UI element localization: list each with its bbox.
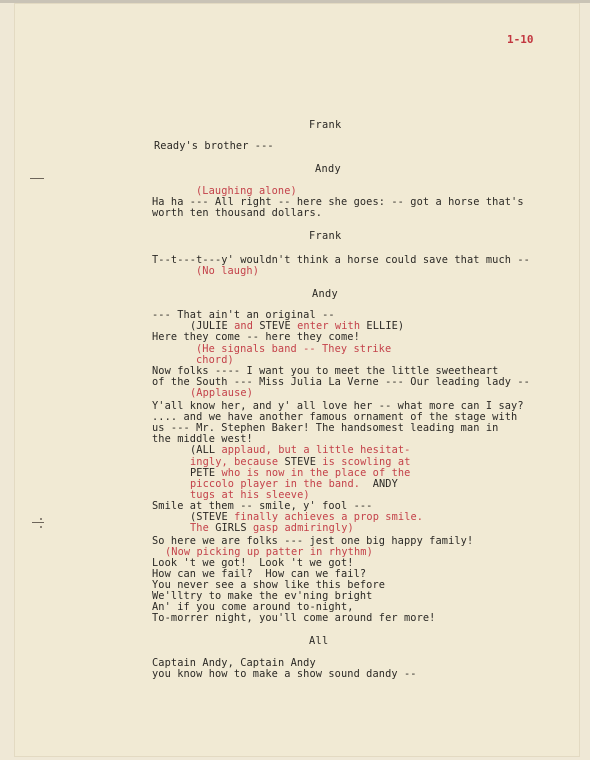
text-run: ANDY — [372, 478, 398, 490]
text-run: STEVE — [253, 320, 298, 332]
dialogue-line: We'lltry to make the ev'ning bright — [152, 590, 373, 602]
text-run: STEVE — [284, 456, 316, 468]
dialogue-line: Y'all know her, and y' all love her -- what more can I say? — [152, 400, 524, 412]
dialogue-line: Ha ha --- All right -- here she goes: -- got a horse that's — [152, 196, 524, 208]
stage-direction: tugs at his sleeve) — [190, 489, 310, 501]
margin-mark — [30, 178, 44, 179]
stage-direction: (Now picking up patter in rhythm) — [165, 546, 373, 558]
text-run: enter with — [297, 320, 361, 332]
stage-direction: (Laughing alone) — [196, 185, 297, 197]
margin-dot — [40, 518, 42, 520]
margin-mark — [32, 522, 44, 523]
dialogue-line: Here they come -- here they come! — [152, 331, 360, 343]
text-run: is scowling at — [316, 456, 411, 468]
dialogue-line: --- That ain't an original -- — [152, 309, 335, 321]
dialogue-line: Now folks ---- I want you to meet the little sweetheart — [152, 365, 499, 377]
text-run: GIRLS — [215, 522, 247, 534]
stage-direction: (No laugh) — [196, 265, 259, 277]
text-run: finally achieves a prop smile. — [234, 511, 424, 523]
stage-direction: chord) — [196, 354, 234, 366]
text-run: PETE — [190, 467, 216, 479]
dialogue-line: To-morrer night, you'll come around fer more! — [152, 612, 436, 624]
dialogue-line: So here we are folks --- jest one big happy family! — [152, 535, 474, 547]
stage-direction — [190, 523, 354, 534]
text-run: (JULIE — [190, 320, 235, 332]
text-run: ELLIE) — [360, 320, 405, 332]
dialogue-line: us --- Mr. Stephen Baker! The handsomest leading man in — [152, 422, 499, 434]
stage-direction — [190, 445, 410, 456]
dialogue-line: Ready's brother --- — [154, 140, 274, 152]
dialogue-line: T--t---t---y' wouldn't think a horse could save that much -- — [152, 254, 530, 266]
dialogue-line: You never see a show like this before — [152, 579, 386, 591]
page-number: 1-10 — [507, 33, 534, 46]
text-run: who is now in the place of the — [215, 467, 411, 479]
dialogue-line: worth ten thousand dollars. — [152, 207, 323, 219]
dialogue-line: of the South --- Miss Julia La Verne --- Our leading lady -- — [152, 376, 530, 388]
speaker-name: Frank — [309, 119, 342, 131]
text-run: piccolo player in the band. — [190, 478, 373, 490]
dialogue-line: Smile at them -- smile, y' fool --- — [152, 500, 373, 512]
text-run: (ALL — [190, 444, 222, 456]
text-run: The — [190, 522, 216, 534]
dialogue-line: Captain Andy, Captain Andy — [152, 657, 316, 669]
dialogue-line: An' if you come around to-night, — [152, 601, 354, 613]
speaker-name: Andy — [315, 163, 341, 175]
text-run: applaud, but a little hesitat- — [221, 444, 411, 456]
dialogue-line: you know how to make a show sound dandy -- — [152, 668, 417, 680]
stage-direction: (Applause) — [190, 387, 253, 399]
dialogue-line: Look 't we got! Look 't we got! — [152, 557, 354, 569]
dialogue-line: .... and we have another famous ornament of the stage with — [152, 411, 518, 423]
text-run: (STEVE — [190, 511, 235, 523]
dialogue-line: the middle west! — [152, 433, 253, 445]
text-run: ingly, because — [190, 456, 285, 468]
text-run: gasp admiringly) — [246, 522, 354, 534]
dialogue-line: How can we fail? How can we fail? — [152, 568, 367, 580]
text-run: and — [234, 320, 254, 332]
margin-dot — [40, 526, 42, 528]
speaker-name: All — [309, 635, 329, 647]
speaker-name: Frank — [309, 230, 342, 242]
speaker-name: Andy — [312, 288, 338, 300]
stage-direction: (He signals band -- They strike — [196, 343, 392, 355]
